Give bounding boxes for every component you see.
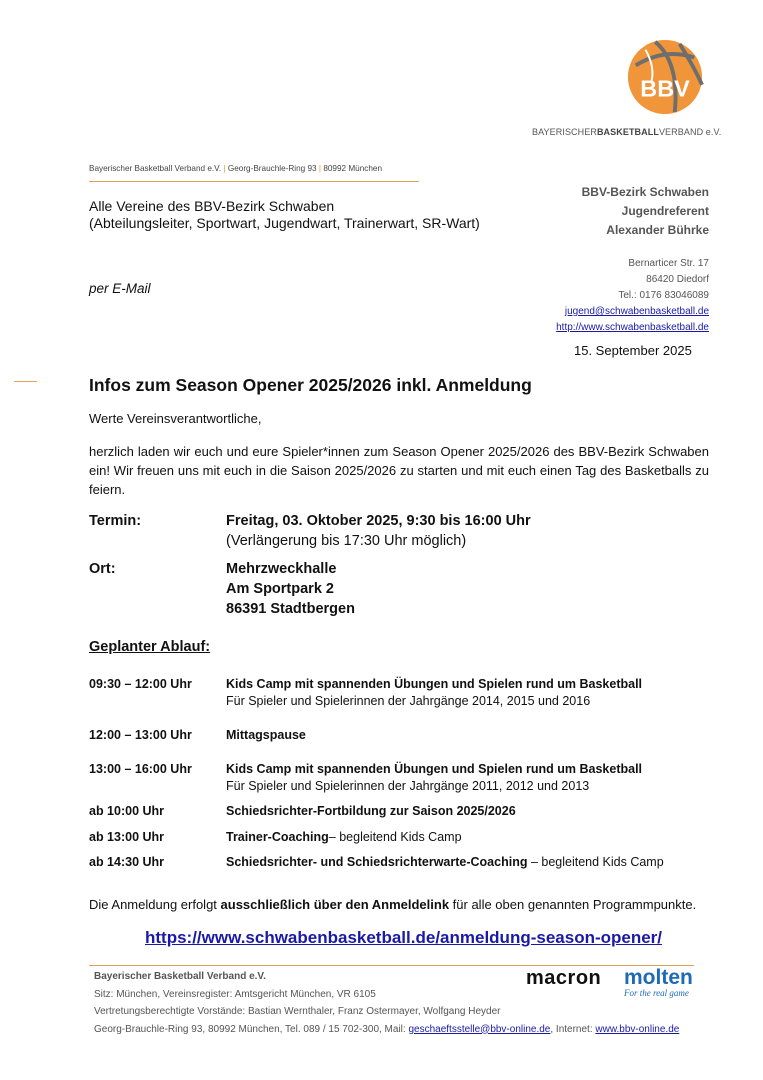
footer-divider xyxy=(89,965,694,966)
macron-logo: macron xyxy=(526,967,602,989)
intro-paragraph: herzlich laden wir euch und eure Spieler*innen zum Season Opener 2025/2026 des BBV-Bezirk Schwaben ein! Wir freuen uns mit euch in die Saison 2025/2026 zu starten und mit euch einen Tag des Basketballs zu feiern. xyxy=(89,444,709,497)
letter-title: Infos zum Season Opener 2025/2026 inkl. Anmeldung xyxy=(89,375,532,395)
schedule-time: 13:00 – 16:00 Uhr xyxy=(89,762,192,776)
schedule-heading: Geplanter Ablauf: xyxy=(89,639,211,655)
termin-label: Termin: xyxy=(89,513,142,529)
recipient-line-1: Alle Vereine des BBV-Bezirk Schwaben xyxy=(89,198,335,214)
registration-note: Die Anmeldung erfolgt ausschließlich über den Anmeldelink für alle oben genannten Programmpunkte. xyxy=(89,897,697,912)
svg-text:BBV: BBV xyxy=(640,75,690,102)
recipient-line-2: (Abteilungsleiter, Sportwart, Jugendwart, Trainerwart, SR-Wart) xyxy=(89,215,480,231)
schedule-time: ab 10:00 Uhr xyxy=(89,804,165,818)
footer-email-link[interactable]: geschaeftsstelle@bbv-online.de xyxy=(408,1023,551,1035)
footer-board: Vertretungsberechtigte Vorstände: Bastian Wernthaler, Franz Ostermayer, Wolfgang Heyder xyxy=(94,1006,501,1017)
footer-website-link[interactable]: www.bbv-online.de xyxy=(595,1023,680,1035)
schedule-item: Kids Camp mit spannenden Übungen und Spielen rund um Basketball Für Spieler und Spielerinnen der Jahrgänge 2014, 2015 und 2016 xyxy=(226,677,643,708)
contact-website-link[interactable]: http://www.schwabenbasketball.de xyxy=(556,322,709,333)
schedule-item: Schiedsrichter- und Schiedsrichterwarte-Coaching – begleitend Kids Camp xyxy=(226,855,664,869)
logo-caption: BAYERISCHERBASKETBALLVERBAND e.V. xyxy=(532,127,722,137)
contact-city: 86420 Diedorf xyxy=(646,274,709,285)
schedule-item: Kids Camp mit spannenden Übungen und Spielen rund um Basketball Für Spieler und Spielerinnen der Jahrgänge 2011, 2012 und 2013 xyxy=(226,762,643,793)
schedule-item: Mittagspause xyxy=(226,728,306,742)
contact-org: BBV-Bezirk Schwaben xyxy=(581,185,709,199)
sender-divider xyxy=(89,181,419,182)
schedule-item: Trainer-Coaching– begleitend Kids Camp xyxy=(226,830,462,844)
schedule-time: ab 13:00 Uhr xyxy=(89,830,165,844)
bbv-basketball-logo-icon xyxy=(626,38,704,116)
molten-logo: molten xyxy=(624,966,693,989)
registration-link[interactable]: https://www.schwabenbasketball.de/anmeldung-season-opener/ xyxy=(145,928,663,947)
delivery-method: per E-Mail xyxy=(89,281,151,296)
sender-address-line: Bayerischer Basketball Verband e.V. | Georg-Brauchle-Ring 93 | 80992 München xyxy=(89,164,383,173)
schedule-time: 12:00 – 13:00 Uhr xyxy=(89,728,192,742)
contact-role: Jugendreferent xyxy=(621,204,709,218)
ort-value: Mehrzweckhalle Am Sportpark 2 86391 Stadtbergen xyxy=(226,561,355,617)
footer-org: Bayerischer Basketball Verband e.V. xyxy=(94,971,266,982)
schedule-time: 09:30 – 12:00 Uhr xyxy=(89,677,192,691)
contact-phone: Tel.: 0176 83046089 xyxy=(618,290,709,301)
contact-email-link[interactable]: jugend@schwabenbasketball.de xyxy=(564,306,709,317)
letter-date: 15. September 2025 xyxy=(574,343,692,358)
contact-name: Alexander Bührke xyxy=(606,223,709,237)
greeting: Werte Vereinsverantwortliche, xyxy=(89,411,262,426)
molten-tagline: For the real game xyxy=(624,988,689,998)
footer-registry: Sitz: München, Vereinsregister: Amtsgericht München, VR 6105 xyxy=(94,988,376,1000)
footer-address: Georg-Brauchle-Ring 93, 80992 München, Tel. 089 / 15 702-300, Mail: geschaeftsstelle@bbv-online.de, Internet: www.bbv-online.de xyxy=(94,1023,680,1035)
schedule-time: ab 14:30 Uhr xyxy=(89,855,165,869)
contact-street: Bernarticer Str. 17 xyxy=(628,258,709,269)
recipient-block xyxy=(89,198,480,232)
termin-value: Freitag, 03. Oktober 2025, 9:30 bis 16:00 Uhr (Verlängerung bis 17:30 Uhr möglich) xyxy=(226,513,531,549)
contact-block xyxy=(556,183,709,336)
ort-label: Ort: xyxy=(89,561,116,577)
schedule-item: Schiedsrichter-Fortbildung zur Saison 2025/2026 xyxy=(226,804,516,818)
fold-mark xyxy=(14,381,37,382)
